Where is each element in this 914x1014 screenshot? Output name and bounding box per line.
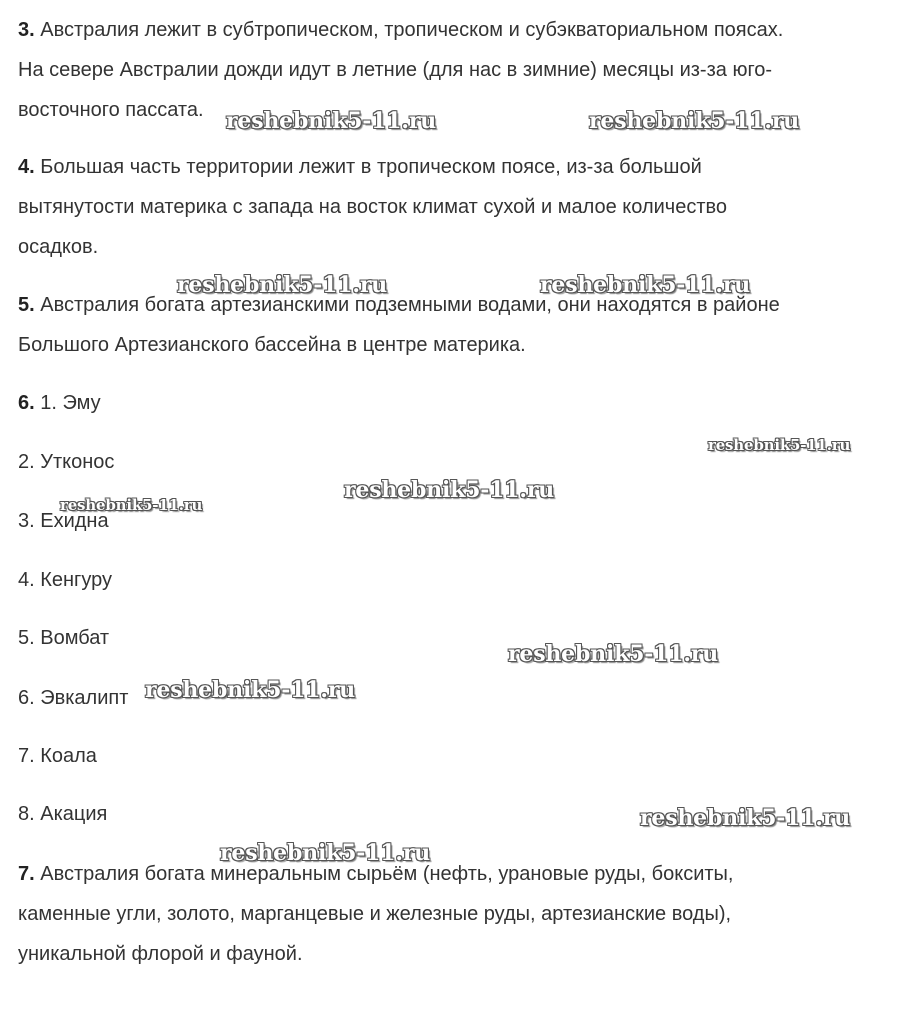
answer-text: 1. Эму bbox=[34, 392, 101, 414]
watermark: reshebnik5-11.ru bbox=[226, 108, 437, 134]
watermark: reshebnik5-11.ru bbox=[708, 436, 851, 454]
answer-text: Австралия лежит в субтропическом, тропическом и субэкваториальном поясах. На севере Австралии дожди идут в летние (для нас в зимние) месяцы из-за юго- восточного пассата. bbox=[18, 19, 784, 121]
answer-6 bbox=[18, 383, 904, 423]
list-item: 6. Эвкалипт bbox=[18, 687, 129, 709]
list-item: 5. Вомбат bbox=[18, 627, 110, 649]
watermark: reshebnik5-11.ru bbox=[145, 677, 356, 703]
watermark: reshebnik5-11.ru bbox=[589, 108, 800, 134]
list-item: 2. Утконос bbox=[18, 451, 115, 473]
answer-number: 7. bbox=[18, 863, 35, 885]
list-item: 4. Кенгуру bbox=[18, 569, 113, 591]
list-item: 7. Коала bbox=[18, 745, 97, 767]
answer-5 bbox=[18, 285, 904, 365]
answer-7 bbox=[18, 854, 904, 974]
watermark: reshebnik5-11.ru bbox=[220, 840, 431, 866]
answer-text: Большая часть территории лежит в тропическом поясе, из-за большой вытянутости материка с запада на восток климат сухой и малое количество осадков. bbox=[18, 156, 728, 258]
answer-4 bbox=[18, 147, 904, 267]
watermark: reshebnik5-11.ru bbox=[640, 805, 851, 831]
list-item: 8. Акация bbox=[18, 803, 108, 825]
watermark: reshebnik5-11.ru bbox=[60, 496, 203, 514]
answer-number: 6. bbox=[18, 392, 35, 414]
watermark: reshebnik5-11.ru bbox=[344, 477, 555, 503]
list-item: 3. Ехидна bbox=[18, 510, 109, 532]
answer-number: 4. bbox=[18, 156, 35, 178]
answer-text: Австралия богата минеральным сырьём (нефть, урановые руды, бокситы, каменные угли, золото, марганцевые и железные руды, артезианские воды), уникальной флорой и фауной. bbox=[18, 863, 734, 965]
watermark: reshebnik5-11.ru bbox=[177, 272, 388, 298]
answer-number: 5. bbox=[18, 294, 35, 316]
watermark: reshebnik5-11.ru bbox=[508, 641, 719, 667]
answer-text: Австралия богата артезианскими подземными водами, они находятся в районе Большого Артезианского бассейна в центре материка. bbox=[18, 294, 780, 356]
answer-number: 3. bbox=[18, 19, 35, 41]
watermark: reshebnik5-11.ru bbox=[540, 272, 751, 298]
